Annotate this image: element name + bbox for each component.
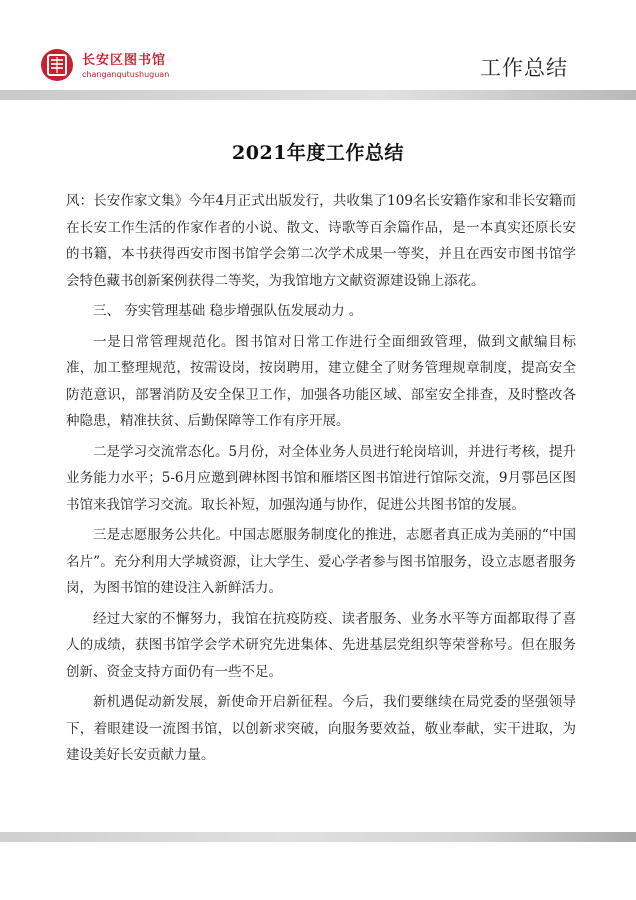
paragraph: 新机遇促动新发展，新使命开启新征程。今后，我们要继续在局党委的坚强领导下，着眼建设一流图书馆，以创新求突破，向服务要效益，敬业奉献，实干进取，为建设美好长安贡献力量。 (66, 694, 576, 763)
brand-pinyin: changanqutushuguan (82, 70, 170, 79)
header-divider-band (0, 90, 636, 100)
paragraph: 二是学习交流常态化。5月份，对全体业务人员进行轮岗培训，并进行考核，提升业务能力水平；5-6月应邀到碑林图书馆和雁塔区图书馆进行馆际交流，9月鄠邑区图书馆来我馆学习交流。取长补短，加强沟通与协作，促进公共图书馆的发展。 (66, 443, 576, 513)
footer-divider-band (0, 832, 636, 842)
section-heading: 三、 夯实管理基础 稳步增强队伍发展动力 。 (93, 303, 363, 319)
page-header (0, 0, 636, 100)
library-seal-logo-icon (40, 48, 74, 82)
document-title: 2021年度工作总结 (232, 142, 404, 164)
paragraph: 三是志愿服务公共化。中国志愿服务制度化的推进，志愿者真正成为美丽的“中国名片”。充分利用大学城资源，让大学生、爱心学者参与图书馆服务，设立志愿者服务岗，为图书馆的建设注入新鲜活力。 (66, 527, 576, 596)
paragraph: 一是日常管理规范化。图书馆对日常工作进行全面细致管理，做到文献编目标准，加工整理规范，按需设岗，按岗聘用，建立健全了财务管理规章制度，提高安全防范意识，部署消防及安全保卫工作，加强各功能区域、部室安全排查，及时整改各种隐患，精准扶贫、后勤保障等工作有序开展。 (66, 333, 576, 429)
section-label: 工作总结 (480, 56, 568, 80)
paragraph-continuation: 风：长安作家文集》今年4月正式出版发行，共收集了109名长安籍作家和非长安籍而在长安工作生活的作家作者的小说、散文、诗歌等百余篇作品，是一本真实还原长安的书籍，本书获得西安市图书馆学会第二次学术成果一等奖，并且在西安市图书馆学会特色藏书创新案例获得二等奖，为我馆地方文献资源建设锦上添花。 (66, 193, 576, 289)
paragraph: 经过大家的不懈努力，我馆在抗疫防疫、读者服务、业务水平等方面都取得了喜人的成绩，获图书馆学会学术研究先进集体、先进基层党组织等荣誉称号。但在服务创新、资金支持方面仍有一些不足。 (66, 610, 576, 680)
document-body (66, 188, 576, 773)
brand-name: 长安区图书馆 (82, 53, 167, 68)
